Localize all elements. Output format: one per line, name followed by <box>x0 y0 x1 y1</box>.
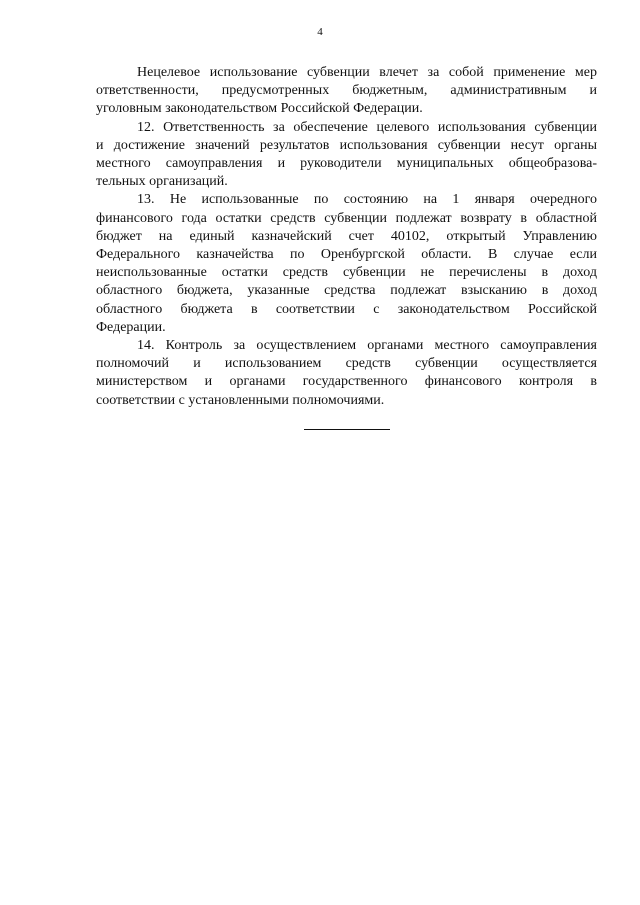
end-separator-line <box>304 429 390 430</box>
text-line: уголовным законодательством Российской Федерации. <box>96 101 423 117</box>
paragraph-misuse <box>96 64 597 119</box>
text-line: 12. Ответственность за обеспечение целевого использования субвенции <box>137 119 597 135</box>
text-line: полномочий и использованием средств субвенции осуществляется <box>96 356 597 372</box>
document-body <box>96 64 597 410</box>
text-line: и достижение значений результатов использования субвенции несут органы <box>96 137 597 153</box>
text-line: областного бюджета в соответствии с законодательством Российской <box>96 301 597 317</box>
text-line: Федерального казначейства по Оренбургской области. В случае если <box>96 247 597 263</box>
text-line: министерством и органами государственного финансового контроля в <box>96 374 597 390</box>
text-line: Федерации. <box>96 319 166 335</box>
text-line: соответствии с установленными полномочиями. <box>96 392 385 408</box>
paragraph-13 <box>96 191 597 337</box>
paragraph-14 <box>96 337 597 410</box>
text-line: 14. Контроль за осуществлением органами местного самоуправления <box>137 338 597 354</box>
text-line: областного бюджета, указанные средства подлежат взысканию в доход <box>96 283 597 299</box>
page-number: 4 <box>317 26 323 38</box>
text-line: финансового года остатки средств субвенции подлежат возврату в областной <box>96 210 597 226</box>
text-line: ответственности, предусмотренных бюджетным, административным и <box>96 83 597 99</box>
text-line: неиспользованные остатки средств субвенции не перечислены в доход <box>96 265 597 281</box>
text-line: 13. Не использованные по состоянию на 1 января очередного <box>137 192 597 208</box>
text-line: Нецелевое использование субвенции влечет за собой применение мер <box>137 65 597 80</box>
paragraph-12 <box>96 119 597 192</box>
text-line: бюджет на единый казначейский счет 40102, открытый Управлению <box>96 228 597 244</box>
text-line: тельных организаций. <box>96 174 228 190</box>
text-line: местного самоуправления и руководители муниципальных общеобразова- <box>96 156 597 172</box>
